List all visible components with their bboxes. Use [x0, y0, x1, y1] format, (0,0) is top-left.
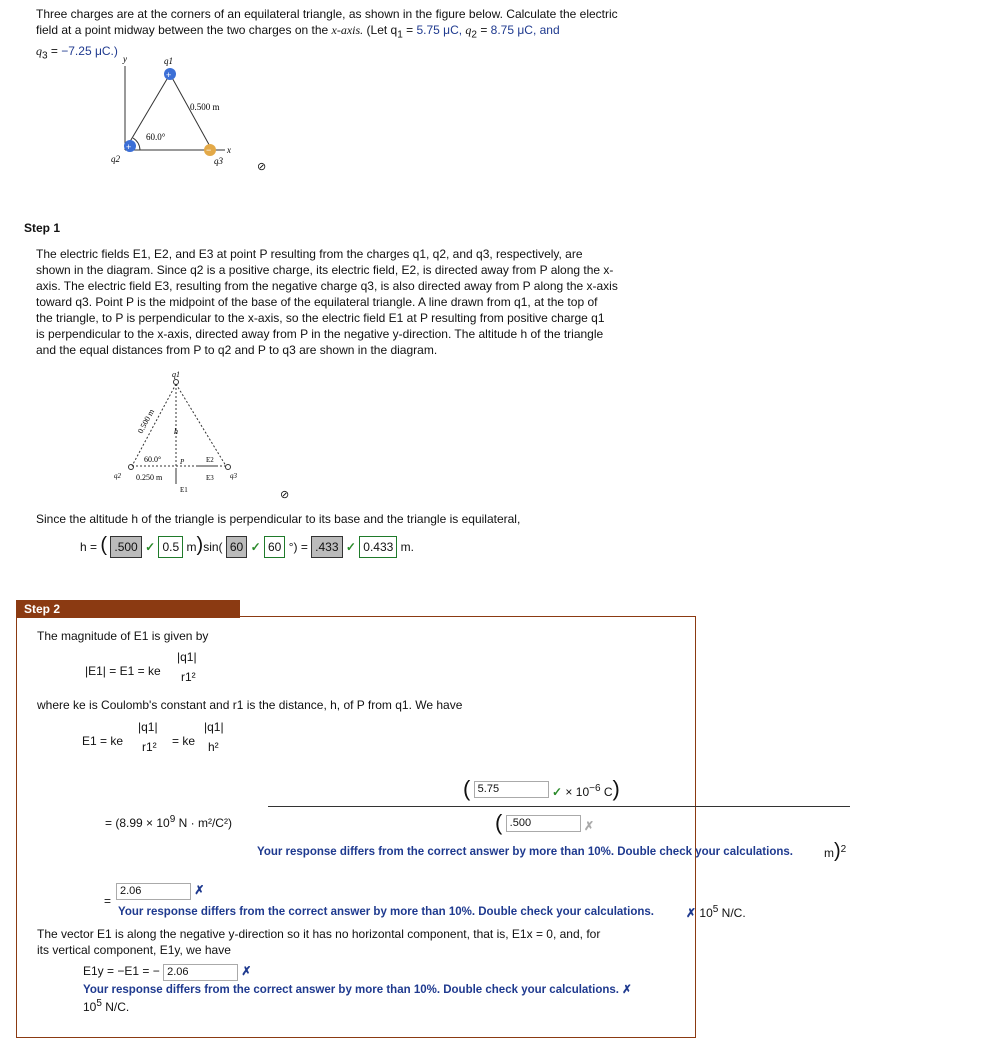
fig-q1-label: q1 [164, 56, 173, 66]
q2-value: 8.75 μC, and [490, 23, 560, 37]
m-squared: m)$^2$ [824, 840, 847, 862]
step1-paragraph: The electric fields E1, E2, and E3 at point P resulting from the charges q1, q2, and q3, respectively, are shown in the diagram. Since q2 is a positive charge, its electric field, E2, is directed away from P along the x- axis. The electric field E3, resulting from the negative charge q3, is also directed away from P along the x-axis toward q3. Point P is the midpoint of the base of the equilateral triangle. A line drawn from q1, at the top of the triangle, to P is perpendicular to the x-axis, so the electric field E1 at P resulting from positive charge q1 is perpendicular to the x-axis, directed away from P in the negative y-direction. The altitude h of the triangle and the equal distances from P to q2 and P to q3 are shown in the diagram. [36, 247, 618, 357]
e1-units: ✗ $10^5$ N/C. [686, 904, 746, 920]
eq-sign: = [104, 894, 112, 908]
fig-y-label: y [123, 54, 127, 64]
final-units: $10^5$ N/C. [83, 998, 130, 1014]
e1-input[interactable]: 2.06 [116, 883, 191, 900]
charge-input[interactable]: 5.75 [474, 781, 549, 798]
fig-angle-label: 60.0° [146, 132, 166, 142]
answer-433[interactable]: .433 [311, 536, 342, 558]
vector-paragraph: The vector E1 is along the negative y-direction so it has no horizontal component, that is, E1x = 0, and, for its vertical component, E1y, we have [37, 927, 601, 957]
q1-value: 5.75 μC, [416, 23, 463, 37]
problem-line-2: field at a point midway between the two charges on the x-axis. (Let $q_1 = 5.75$ μC, $q_2 = 8.75$ μC, and [36, 23, 560, 41]
fig-x-label: x [227, 145, 231, 155]
info-icon[interactable]: ⊘ [257, 161, 267, 173]
fig2-half-label: 0.250 m [136, 473, 163, 482]
wrong-icon: ✗ [194, 883, 205, 897]
info-icon-2[interactable]: ⊘ [280, 489, 290, 501]
e1y-row: E1y = −E1 = − 2.06 ✗ [83, 964, 251, 981]
check-icon: ✓ [250, 540, 261, 554]
triangle-figure [100, 52, 290, 177]
fig2-q2-label: q2 [114, 472, 121, 480]
wrong-icon: ✗ [584, 819, 595, 833]
answer-0-5[interactable]: 0.5 [158, 536, 183, 558]
fig2-side-label: 0.500 m [135, 407, 157, 435]
fig2-angle-label: 60.0° [144, 455, 162, 464]
fig-q3-label: q3 [214, 156, 223, 166]
fig-side-label: 0.500 m [190, 102, 220, 112]
fraction-bar [268, 806, 850, 807]
feedback-2: Your response differs from the correct answer by more than 10%. Double check your calculations. [118, 906, 654, 918]
answer-60-a[interactable]: 60 [226, 536, 247, 558]
svg-text:+: + [126, 142, 132, 152]
step2-mag: The magnitude of E1 is given by [37, 629, 209, 643]
fig2-q3-label: q3 [230, 472, 237, 480]
denominator: ( .500 ✗ [495, 810, 595, 835]
svg-text:+: + [166, 70, 172, 80]
e1y-input[interactable]: 2.06 [163, 964, 238, 981]
fig-q2-label: q2 [111, 154, 120, 164]
answer-0-433[interactable]: 0.433 [359, 536, 397, 558]
fig2-e3-label: E3 [206, 474, 214, 482]
check-icon: ✓ [345, 540, 356, 554]
fig2-e2-label: E2 [206, 456, 214, 464]
q3-value: −7.25 μC.) [61, 44, 118, 59]
h-equation: h = ( .500 ✓ 0.5 m)sin( 60 ✓ 60 °) = .433 ✓ 0.433 m. [80, 534, 414, 556]
fig2-q1-label: q1 [172, 370, 180, 379]
answer-60-b[interactable]: 60 [264, 536, 285, 558]
altitude-figure [110, 368, 260, 498]
svg-text:−: − [206, 145, 212, 155]
check-icon: ✓ [145, 540, 156, 554]
e1-answer-row [116, 883, 204, 900]
step2-where: where ke is Coulomb's constant and r1 is the distance, h, of P from q1. We have [37, 698, 463, 712]
problem-line-1: Three charges are at the corners of an equilateral triangle, as shown in the figure below. Calculate the electric [36, 7, 618, 21]
feedback-3: Your response differs from the correct answer by more than 10%. Double check your calculations. ✗ [83, 984, 632, 996]
distance-input[interactable]: .500 [506, 815, 581, 832]
ke-expression: = ($8.99 \times 10^9$ N · m²/C²) [105, 814, 232, 830]
step2-header: Step 2 [16, 600, 240, 618]
feedback-1: Your response differs from the correct answer by more than 10%. Double check your calculations. [257, 846, 793, 858]
wrong-icon: ✗ [241, 964, 252, 978]
step1-title: Step 1 [24, 221, 61, 235]
fig2-h-label: h [174, 427, 178, 436]
numerator: ( 5.75 ✓ × $10^{-6}$ C) [463, 776, 620, 801]
since-text: Since the altitude h of the triangle is perpendicular to its base and the triangle is equilateral, [36, 512, 521, 526]
check-icon: ✓ [552, 785, 563, 799]
fig2-p-label: P [180, 458, 185, 466]
problem-line-3: $q_3 = -7.25$ μC.) [36, 44, 118, 62]
fig2-e1-label: E1 [180, 486, 188, 494]
answer-500[interactable]: .500 [110, 536, 141, 558]
